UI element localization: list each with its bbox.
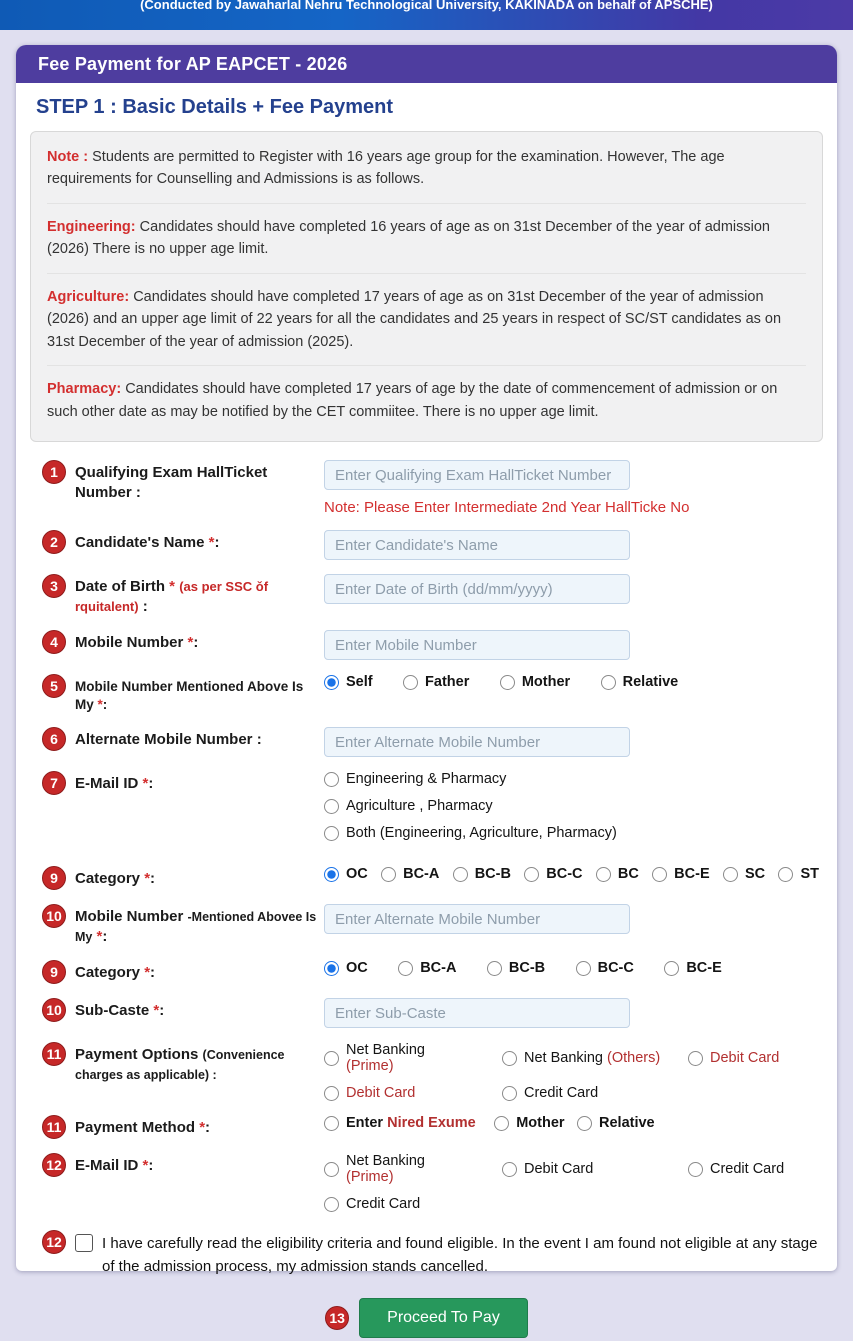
radio-selected-icon[interactable]	[324, 961, 339, 976]
field-control	[324, 460, 823, 516]
radio-label: Relative	[599, 1115, 655, 1132]
field-control	[324, 630, 823, 660]
radio-icon[interactable]	[324, 1086, 339, 1101]
radio-category-bc-e[interactable]	[652, 866, 709, 882]
field-label: Payment Method *:	[75, 1119, 211, 1137]
field-control	[324, 998, 823, 1028]
radio-label: Agriculture , Pharmacy	[346, 798, 493, 815]
field-label-group	[42, 1115, 324, 1139]
step-number-badge: 4	[42, 630, 66, 654]
step-number-badge: 11	[42, 1115, 66, 1139]
field-row-mobile-mentioned	[16, 904, 837, 946]
radio-label: Credit Card	[710, 1161, 785, 1178]
radio-category2-bc-c[interactable]	[576, 960, 634, 976]
note-text: Candidates should have completed 17 years of age as on 31st December of the year of admission (2026) and an upper age limit of 22 years for all the candidates and 25 years in respect of SC/ST candidates as on 31st December of the year of admission (2025).	[47, 288, 782, 350]
radio-category-sc[interactable]	[723, 866, 765, 882]
radio-label: BC-A	[420, 960, 457, 977]
radio-category2-bc-e[interactable]	[664, 960, 721, 976]
field-row-dob	[16, 574, 837, 616]
radio-selected-icon[interactable]	[324, 867, 339, 882]
field-label-group	[42, 866, 324, 890]
radio-icon[interactable]	[324, 1116, 339, 1131]
radio-label: OC	[346, 866, 368, 883]
radio-label: BC-E	[674, 866, 710, 883]
field-row-mobile	[16, 630, 837, 660]
radio-icon[interactable]	[403, 675, 418, 690]
field-row-hallticket	[16, 460, 837, 516]
radio-label: Father	[425, 674, 470, 691]
field-label-group	[42, 771, 324, 795]
note-paragraph	[47, 146, 806, 191]
field-label: Alternate Mobile Number :	[75, 731, 262, 749]
field-label: Mobile Number *:	[75, 634, 199, 652]
radio-icon[interactable]	[778, 867, 793, 882]
field-label-group	[42, 674, 324, 713]
note-text: Candidates should have completed 16 years of age as on 31st December of the year of admission (2026) There is no upper age limit.	[47, 218, 770, 258]
radio-label: Mother	[516, 1115, 565, 1132]
eligibility-agree-row	[16, 1226, 837, 1278]
field-label-group	[42, 727, 324, 751]
card-header	[16, 45, 837, 83]
step-number-badge: 10	[42, 904, 66, 928]
radio-label: Both (Engineering, Agriculture, Pharmacy)	[346, 825, 617, 842]
radio-icon[interactable]	[652, 867, 667, 882]
radio-label: Net Banking (Prime)	[346, 1153, 425, 1186]
radio-icon[interactable]	[487, 961, 502, 976]
field-row-sub-caste	[16, 998, 837, 1028]
radio-icon[interactable]	[596, 867, 611, 882]
radio-credit-card-1[interactable]	[502, 1085, 662, 1101]
field-label: Category *:	[75, 870, 156, 888]
field-row-email-payment	[16, 1153, 837, 1212]
radio-label: Debit Card	[346, 1085, 416, 1102]
radio-label: Net Banking (Prime)	[346, 1042, 425, 1075]
radio-icon[interactable]	[494, 1116, 509, 1131]
radio-icon[interactable]	[688, 1162, 703, 1177]
radio-credit-card-2[interactable]	[688, 1153, 797, 1185]
note-lead: Note :	[47, 149, 89, 165]
radio-label: SC	[744, 866, 766, 883]
radio-self[interactable]	[324, 674, 373, 690]
radio-category-bc-c[interactable]	[524, 866, 582, 882]
radio-category2-bc-a[interactable]	[398, 960, 456, 976]
alternate-mobile-input[interactable]	[324, 727, 630, 757]
field-label: E-Mail ID *:	[75, 775, 154, 793]
fee-payment-card	[16, 45, 837, 1327]
field-label-group	[42, 530, 324, 554]
step-number-badge: 9	[42, 960, 66, 984]
note-text: Students are permitted to Register with 16 years age group for the examination. However, The age requirements for Counselling and Admissions is as follows.	[47, 149, 725, 188]
field-control	[324, 771, 823, 852]
field-label-group	[42, 630, 324, 654]
step-number-badge: 12	[42, 1230, 66, 1254]
radio-label: OC	[346, 960, 368, 977]
step-number-badge: 6	[42, 727, 66, 751]
radio-icon[interactable]	[688, 1051, 703, 1066]
radio-label: BC-E	[686, 960, 722, 977]
field-control	[324, 1115, 823, 1136]
field-row-category-short	[16, 960, 837, 984]
field-label-group	[42, 904, 324, 946]
field-row-mobile-owner	[16, 674, 837, 713]
note-paragraph	[47, 203, 806, 261]
radio-mother[interactable]	[500, 674, 570, 690]
field-control	[324, 866, 823, 882]
field-label-group	[42, 960, 324, 984]
radio-mother-2[interactable]	[494, 1115, 564, 1131]
radio-agriculture-pharmacy[interactable]	[324, 798, 823, 814]
radio-label: Credit Card	[346, 1196, 421, 1213]
field-sublabel: -Mentioned Abovee Is My	[75, 910, 317, 944]
field-label-group	[42, 460, 324, 502]
radio-label: BC-C	[597, 960, 634, 977]
radio-relative[interactable]	[601, 674, 679, 690]
radio-both-streams[interactable]	[324, 825, 823, 841]
note-lead: Engineering:	[47, 218, 136, 235]
field-label-group	[42, 1042, 324, 1084]
radio-icon[interactable]	[723, 867, 738, 882]
note-text: Candidates should have completed 17 years of age by the date of commencement of admission or on such other date as may be notified by the CET commiitee. There is no upper age limit.	[47, 381, 778, 420]
radio-icon[interactable]	[324, 799, 339, 814]
radio-icon[interactable]	[324, 1197, 339, 1212]
radio-icon[interactable]	[324, 1051, 339, 1066]
radio-label: BC-C	[546, 866, 583, 883]
field-row-payment-options	[16, 1042, 837, 1101]
radio-icon[interactable]	[576, 961, 591, 976]
banner-text: (Conducted by Jawaharlal Nehru Technological University, KAKINADA on behalf of APSCHE)	[140, 0, 713, 12]
radio-enter-nired[interactable]	[324, 1115, 476, 1131]
eligibility-note-box	[30, 131, 823, 442]
radio-icon[interactable]	[524, 867, 539, 882]
radio-category-bc-b[interactable]	[453, 866, 511, 882]
eligibility-agree-text: I have carefully read the eligibility criteria and found eligible. In the event I am found not eligible at any stage of the admission process, my admission stands cancelled.	[102, 1235, 818, 1275]
radio-engineering-pharmacy[interactable]	[324, 771, 823, 787]
radio-label: Relative	[622, 674, 679, 691]
field-control	[324, 904, 823, 934]
field-label: Mobile Number -Mentioned Abovee Is My *:	[75, 908, 317, 945]
step-number-badge: 13	[325, 1306, 349, 1330]
radio-label: Engineering & Pharmacy	[346, 771, 507, 788]
radio-category-st[interactable]	[778, 866, 819, 882]
field-label: E-Mail ID *:	[75, 1157, 154, 1175]
radio-icon[interactable]	[601, 675, 616, 690]
field-control	[324, 574, 823, 604]
radio-label: BC	[617, 866, 639, 883]
field-row-alternate-mobile	[16, 727, 837, 757]
radio-icon[interactable]	[324, 1162, 339, 1177]
field-control	[324, 960, 823, 981]
radio-netbanking-prime[interactable]	[324, 1042, 476, 1074]
field-row-email-stream	[16, 771, 837, 852]
radio-relative-2[interactable]	[577, 1115, 655, 1131]
note-lead: Pharmacy:	[47, 381, 122, 398]
candidate-name-input[interactable]	[324, 530, 630, 560]
radio-label: Enter Nired Exume	[346, 1115, 476, 1132]
radio-label: ST	[800, 866, 819, 883]
field-row-category-full	[16, 866, 837, 890]
field-label: Payment Options (Convenience charges as applicable) :	[75, 1046, 285, 1082]
hallticket-input[interactable]	[324, 460, 630, 490]
hallticket-note: Note: Please Enter Intermediate 2nd Year HallTicke No	[324, 499, 690, 517]
radio-icon[interactable]	[577, 1116, 592, 1131]
note-paragraph	[47, 273, 806, 353]
field-control	[324, 674, 823, 695]
radio-icon[interactable]	[502, 1051, 517, 1066]
radio-icon[interactable]	[324, 772, 339, 787]
top-banner	[0, 0, 853, 30]
mobile-input[interactable]	[324, 630, 630, 660]
field-control	[324, 530, 823, 560]
note-paragraph	[47, 365, 806, 423]
field-label-group	[42, 1153, 324, 1177]
step-number-badge: 1	[42, 460, 66, 484]
radio-label: Self	[346, 674, 373, 691]
radio-father[interactable]	[403, 674, 469, 690]
field-label-group	[42, 998, 324, 1022]
radio-category2-bc-b[interactable]	[487, 960, 545, 976]
field-row-payment-method	[16, 1115, 837, 1139]
radio-label: Mother	[521, 674, 571, 691]
radio-icon[interactable]	[398, 961, 413, 976]
radio-netbanking-prime-2[interactable]	[324, 1153, 476, 1185]
radio-credit-card-3[interactable]	[324, 1196, 476, 1212]
dob-input[interactable]	[324, 574, 630, 604]
field-label-group	[42, 574, 324, 616]
radio-category-oc[interactable]	[324, 866, 368, 882]
field-sublabel: (as per SSC ǒf rquitalent)	[75, 579, 269, 614]
step-number-badge: 10	[42, 998, 66, 1022]
radio-icon[interactable]	[664, 961, 679, 976]
radio-icon[interactable]	[324, 826, 339, 841]
field-control	[324, 1153, 823, 1212]
radio-category-bc[interactable]	[596, 866, 639, 882]
field-row-candidate-name	[16, 530, 837, 560]
radio-label: BC-B	[474, 866, 511, 883]
step-title: STEP 1 : Basic Details + Fee Payment	[36, 96, 394, 118]
field-label: Sub-Caste *:	[75, 1002, 165, 1020]
card-title: Fee Payment for AP EAPCET - 2026	[38, 53, 348, 74]
field-control	[324, 1042, 823, 1101]
field-label: Candidate's Name *:	[75, 534, 220, 552]
field-control	[324, 727, 823, 757]
radio-label: Debit Card	[710, 1050, 780, 1067]
field-label: Date of Birth * (as per SSC ǒf rquitalent) :	[75, 578, 269, 615]
radio-label: Credit Card	[524, 1085, 599, 1102]
step-number-badge: 3	[42, 574, 66, 598]
radio-netbanking-others[interactable]	[502, 1042, 662, 1074]
radio-icon[interactable]	[502, 1162, 517, 1177]
mobile-mentioned-input[interactable]	[324, 904, 630, 934]
field-label: Category *:	[75, 964, 156, 982]
step-number-badge: 2	[42, 530, 66, 554]
proceed-to-pay-button[interactable]: Proceed To Pay	[359, 1298, 528, 1338]
radio-debit-card-2[interactable]	[324, 1085, 476, 1101]
step-number-badge: 11	[42, 1042, 66, 1066]
radio-debit-card-1[interactable]	[688, 1042, 797, 1074]
radio-selected-icon[interactable]	[324, 675, 339, 690]
sub-caste-input[interactable]	[324, 998, 630, 1028]
step-number-badge: 9	[42, 866, 66, 890]
step-number-badge: 12	[42, 1153, 66, 1177]
field-sublabel: (Convenience charges as applicable) :	[75, 1048, 285, 1082]
radio-label: BC-B	[508, 960, 546, 977]
radio-category-bc-a[interactable]	[381, 866, 439, 882]
eligibility-checkbox[interactable]	[75, 1234, 93, 1252]
radio-icon[interactable]	[502, 1086, 517, 1101]
step-number-badge: 7	[42, 771, 66, 795]
radio-icon[interactable]	[500, 675, 515, 690]
radio-category2-oc[interactable]	[324, 960, 368, 976]
radio-icon[interactable]	[381, 867, 396, 882]
note-lead: Agriculture:	[47, 288, 130, 305]
submit-row	[16, 1298, 837, 1338]
radio-label: BC-A	[403, 866, 440, 883]
field-label: Qualifying Exam HallTicket Number :	[75, 464, 268, 501]
radio-label: Net Banking (Others)	[524, 1050, 661, 1067]
radio-icon[interactable]	[453, 867, 468, 882]
step-number-badge: 5	[42, 674, 66, 698]
field-label: Mobile Number Mentioned Above Is My *:	[75, 679, 304, 712]
radio-debit-card-3[interactable]	[502, 1153, 662, 1185]
radio-label: Debit Card	[524, 1161, 594, 1178]
